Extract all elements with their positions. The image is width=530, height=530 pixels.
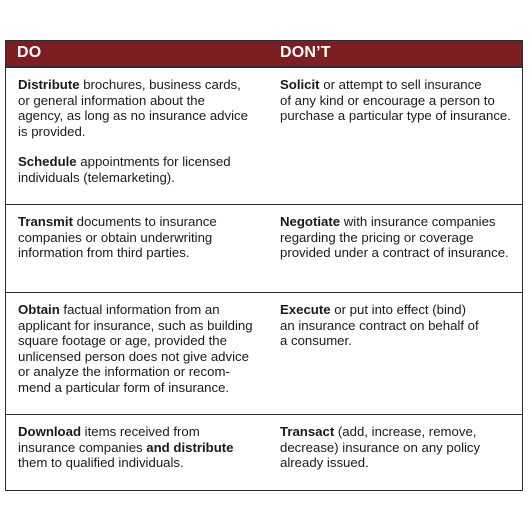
do-dont-table	[5, 40, 523, 491]
table-row	[6, 68, 522, 205]
table-header	[6, 41, 522, 68]
cell-text: factual information from an	[59, 302, 220, 317]
do-cell	[18, 302, 258, 396]
cell-paragraph	[18, 77, 258, 139]
cell-text: or attempt to sell insurance	[319, 77, 482, 92]
cell-paragraph	[18, 154, 258, 185]
cell-paragraph	[280, 424, 518, 471]
cell-text: regarding the pricing or coverage	[280, 229, 474, 245]
cell-text: decrease) insurance on any policy	[280, 439, 481, 455]
bold-keyword: and distribute	[146, 439, 234, 455]
cell-text: agency, as long as no insurance advice	[18, 108, 248, 124]
cell-paragraph	[18, 302, 258, 396]
bold-keyword: Transmit	[18, 214, 73, 229]
cell-text: companies or obtain underwriting	[18, 229, 213, 245]
bold-keyword: Distribute	[18, 77, 80, 92]
bold-keyword: Negotiate	[280, 214, 341, 229]
cell-text: applicant for insurance, such as building	[18, 317, 253, 333]
cell-text: (add, increase, remove,	[334, 424, 477, 439]
bold-keyword: Solicit	[280, 77, 320, 92]
cell-paragraph	[18, 424, 258, 471]
cell-text: a consumer.	[280, 333, 352, 349]
dont-cell	[280, 302, 518, 349]
cell-text: provided under a contract of insurance.	[280, 245, 509, 261]
do-cell	[18, 424, 258, 471]
cell-text: documents to insurance	[72, 214, 217, 229]
cell-text: is provided.	[18, 123, 86, 139]
table-row	[6, 205, 522, 293]
header-dont: DON’T	[280, 44, 331, 61]
dont-cell	[280, 77, 518, 124]
cell-text: already issued.	[280, 455, 369, 471]
do-cell	[18, 214, 258, 261]
cell-text: purchase a particular type of insurance.	[280, 108, 511, 124]
cell-text: an insurance contract on behalf of	[280, 317, 479, 333]
bold-keyword: Execute	[280, 302, 331, 317]
cell-paragraph	[18, 214, 258, 261]
cell-text: of any kind or encourage a person to	[280, 92, 495, 108]
cell-paragraph	[280, 77, 518, 124]
bold-keyword: Transact	[280, 424, 335, 439]
cell-text: brochures, business cards,	[79, 77, 241, 92]
cell-text: mend a particular form of insurance.	[18, 379, 230, 395]
cell-paragraph	[280, 214, 518, 261]
bold-keyword: Obtain	[18, 302, 60, 317]
cell-text: or general information about the	[18, 92, 205, 108]
bold-keyword: Download	[18, 424, 82, 439]
table-row	[6, 293, 522, 415]
cell-paragraph	[280, 302, 518, 349]
bold-keyword: Schedule	[18, 154, 77, 170]
cell-text: unlicensed person does not give advice	[18, 348, 249, 364]
cell-text: or analyze the information or recom-	[18, 364, 230, 380]
do-cell	[18, 77, 258, 186]
cell-text: information from third parties.	[18, 245, 190, 261]
dont-cell	[280, 214, 518, 261]
cell-text: them to qualified individuals.	[18, 455, 184, 471]
table-row	[6, 415, 522, 490]
header-do: DO	[17, 44, 42, 61]
cell-text: with insurance companies	[340, 214, 496, 229]
cell-text: or put into effect (bind)	[330, 302, 466, 317]
cell-text: items received from	[81, 424, 200, 439]
cell-text: individuals (telemarketing).	[18, 169, 175, 185]
cell-text: square footage or age, provided the	[18, 333, 227, 349]
cell-text: insurance companies	[18, 439, 147, 455]
dont-cell	[280, 424, 518, 471]
cell-text: appointments for licensed	[76, 154, 231, 170]
